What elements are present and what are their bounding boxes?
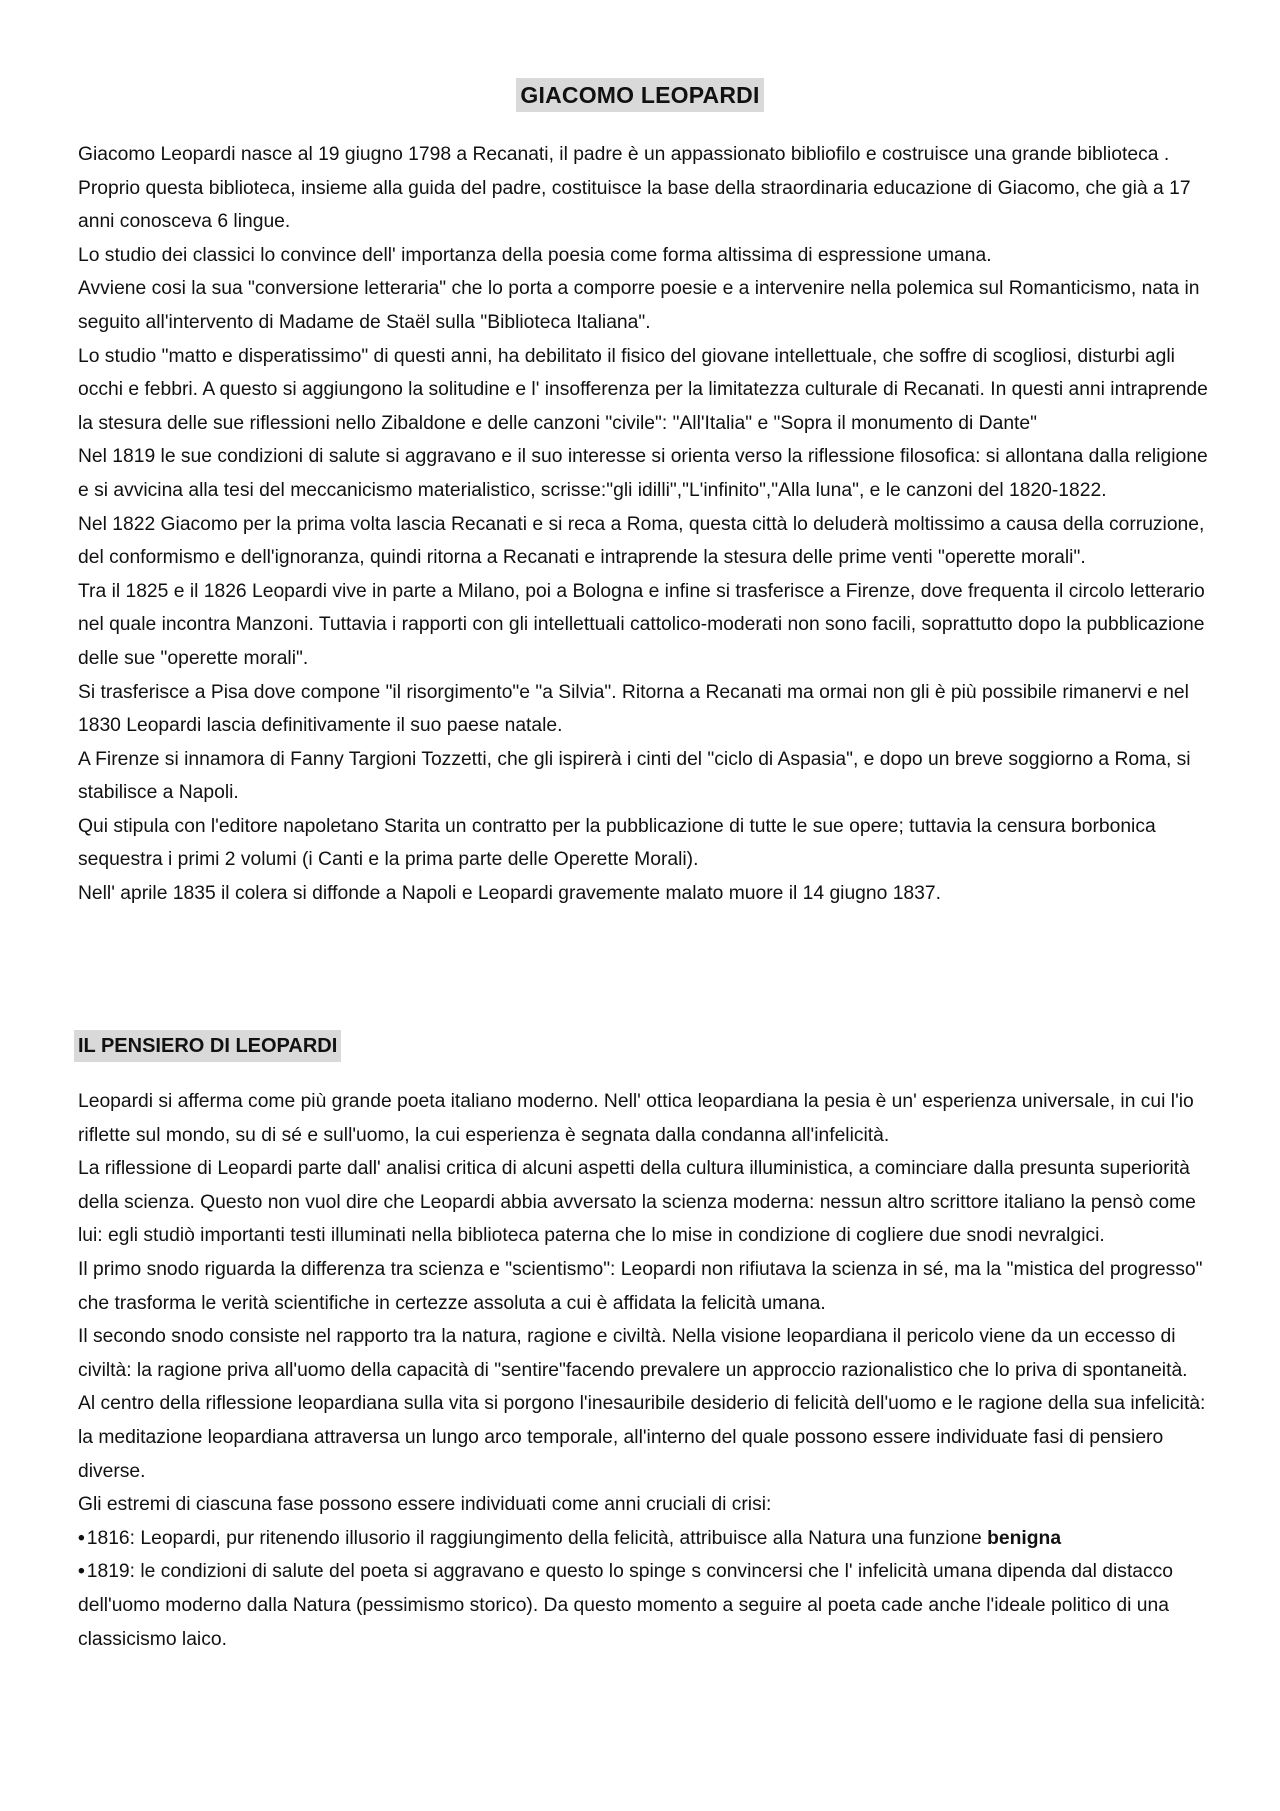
paragraph: La riflessione di Leopardi parte dall' analisi critica di alcuni aspetti della cultura illuministica, a cominciare dalla presunta superiorità della scienza. Questo non vuol dire che Leopardi abbia avversato la scienza moderna: nessun altro scrittore italiano la pensò come lui: egli studiò importanti testi illuminati nella biblioteca paterna che lo mise in condizione di cogliere due snodi nevralgici.	[78, 1158, 1196, 1247]
title-container	[0, 78, 1280, 112]
paragraph: Tra il 1825 e il 1826 Leopardi vive in parte a Milano, poi a Bologna e infine si trasferisce a Firenze, dove frequenta il circolo letterario nel quale incontra Manzoni. Tuttavia i rapporti con gli intellettuali cattolico-moderati non sono facili, soprattutto dopo la pubblicazione delle sue "operette morali".	[78, 580, 1205, 669]
paragraph: Lo studio dei classici lo convince dell' importanza della poesia come forma altissima di espressione umana.	[78, 244, 992, 266]
bullet-item	[78, 1555, 1208, 1656]
bullet-text: 1816: Leopardi, pur ritenendo illusorio il raggiungimento della felicità, attribuisce alla Natura una funzione	[86, 1527, 988, 1549]
paragraph: Giacomo Leopardi nasce al 19 giugno 1798 a Recanati, il padre è un appassionato bibliofilo e costruisce una grande biblioteca . Proprio questa biblioteca, insieme alla guida del padre, costituisce la base della straordinaria educazione di Giacomo, che già a 17 anni conosceva 6 lingue.	[78, 144, 1191, 233]
section-heading: IL PENSIERO DI LEOPARDI	[74, 1030, 341, 1062]
bullet-icon: •	[78, 1527, 85, 1549]
paragraph: Il primo snodo riguarda la differenza tra scienza e "scientismo": Leopardi non rifiutava la scienza in sé, ma la "mistica del progresso" che trasforma le verità scientifiche in certezze assoluta a cui è affidata la felicità umana.	[78, 1258, 1203, 1314]
paragraph: Nell' aprile 1835 il colera si diffonde a Napoli e Leopardi gravemente malato muore il 14 giugno 1837.	[78, 883, 941, 905]
bullet-icon: •	[78, 1561, 85, 1583]
biography-section	[78, 138, 1208, 911]
paragraph: Gli estremi di ciascuna fase possono essere individuati come anni cruciali di crisi:	[78, 1494, 772, 1516]
paragraph: A Firenze si innamora di Fanny Targioni Tozzetti, che gli ispirerà i cinti del "ciclo di Aspasia", e dopo un breve soggiorno a Roma, si stabilisce a Napoli.	[78, 748, 1191, 804]
paragraph: Nel 1819 le sue condizioni di salute si aggravano e il suo interesse si orienta verso la riflessione filosofica: si allontana dalla religione e si avvicina alla tesi del meccanicismo materialistico, scrisse:"gli idilli","L'infinito","Alla luna", e le canzoni del 1820-1822.	[78, 446, 1208, 501]
paragraph: Al centro della riflessione leopardiana sulla vita si porgono l'inesauribile desiderio di felicità dell'uomo e le ragione della sua infelicità: la meditazione leopardiana attraversa un lungo arco temporale, all'interno del quale possono essere individuate fasi di pensiero diverse.	[78, 1393, 1206, 1482]
paragraph: Leopardi si afferma come più grande poeta italiano moderno. Nell' ottica leopardiana la pesia è un' esperienza universale, in cui l'io riflette sul mondo, su di sé e sull'uomo, la cui esperienza è segnata dalla condanna all'infelicità.	[78, 1091, 1194, 1146]
bullet-text: 1819: le condizioni di salute del poeta si aggravano e questo lo spinge s convincersi che l' infelicità umana dipenda dal distacco dell'uomo moderno dalla Natura (pessimismo storico). Da questo momento a seguire al poeta cade anche l'ideale politico di una classicismo laico.	[78, 1561, 1174, 1650]
paragraph: Si trasferisce a Pisa dove compone "il risorgimento"e "a Silvia". Ritorna a Recanati ma ormai non gli è più possibile rimanervi e nel 1830 Leopardi lascia definitivamente il suo paese natale.	[78, 681, 1189, 737]
paragraph: Qui stipula con l'editore napoletano Starita un contratto per la pubblicazione di tutte le sue opere; tuttavia la censura borbonica sequestra i primi 2 volumi (i Canti e la prima parte delle Operette Morali).	[78, 815, 1156, 871]
bold-word: benigna	[987, 1527, 1062, 1549]
paragraph: Lo studio "matto e disperatissimo" di questi anni, ha debilitato il fisico del giovane intellettuale, che soffre di scogliosi, disturbi agli occhi e febbri. A questo si aggiungono la solitudine e l' insofferenza per la limitatezza culturale di Recanati. In questi anni intraprende la stesura delle sue riflessioni nello Zibaldone e delle canzoni "civile": "All'Italia" e "Sopra il monumento di Dante"	[78, 345, 1208, 434]
section-heading-container	[78, 1030, 341, 1062]
thought-section	[78, 1085, 1208, 1656]
paragraph: Avviene cosi la sua "conversione letteraria" che lo porta a comporre poesie e a intervenire nella polemica sul Romanticismo, nata in seguito all'intervento di Madame de Staël sulla "Biblioteca Italiana".	[78, 278, 1200, 333]
bullet-item	[78, 1522, 1208, 1556]
paragraph: Nel 1822 Giacomo per la prima volta lascia Recanati e si reca a Roma, questa città lo deluderà moltissimo a causa della corruzione, del conformismo e dell'ignoranza, quindi ritorna a Recanati e intraprende la stesura delle prime venti "operette morali".	[78, 513, 1205, 569]
page-title: GIACOMO LEOPARDI	[516, 78, 763, 112]
paragraph: Il secondo snodo consiste nel rapporto tra la natura, ragione e civiltà. Nella visione leopardiana il pericolo viene da un eccesso di civiltà: la ragione priva all'uomo della capacità di "sentire"facendo prevalere un approccio razionalistico che lo priva di spontaneità.	[78, 1326, 1188, 1381]
